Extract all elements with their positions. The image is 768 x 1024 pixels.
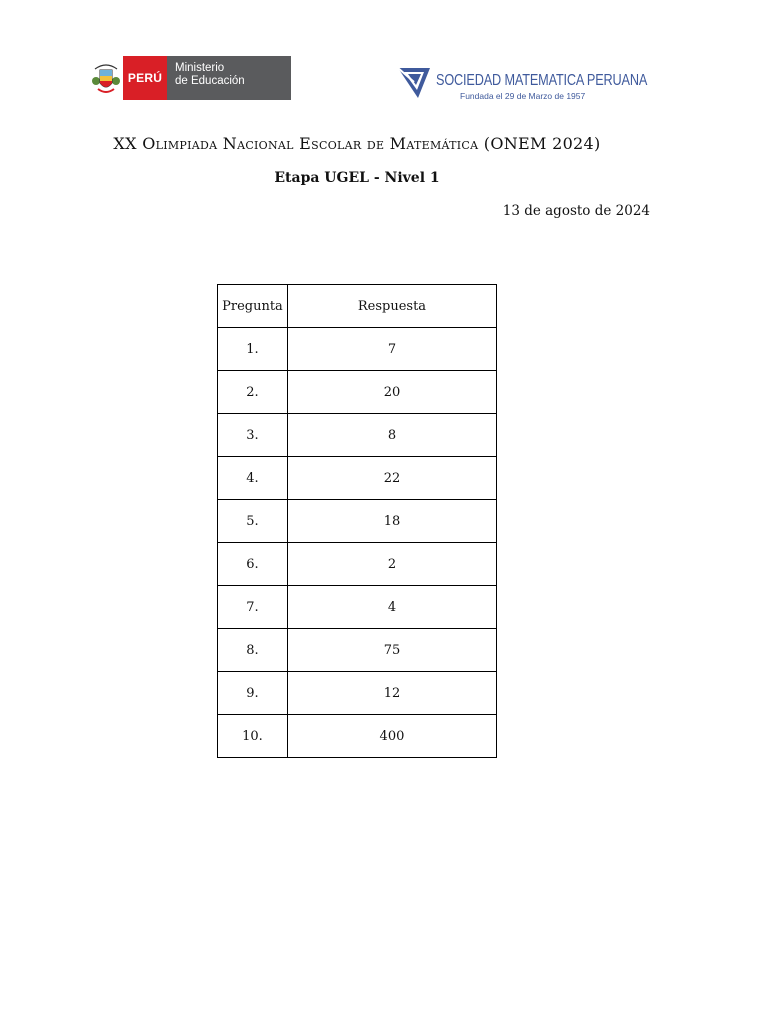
table-header-row	[218, 285, 497, 328]
table-row	[218, 414, 497, 457]
answer-value: 4	[287, 586, 496, 629]
question-number: 1.	[218, 328, 288, 371]
table-row	[218, 629, 497, 672]
table-row	[218, 500, 497, 543]
header-pregunta: Pregunta	[218, 285, 288, 328]
answer-value: 7	[287, 328, 496, 371]
answer-value: 400	[287, 715, 496, 758]
peru-coat-of-arms-icon	[88, 56, 123, 100]
table-row	[218, 457, 497, 500]
smp-logo	[396, 62, 648, 104]
table-row	[218, 672, 497, 715]
table-row	[218, 371, 497, 414]
table-row	[218, 586, 497, 629]
document-title	[0, 134, 714, 153]
ministry-name-line2: de Educación	[175, 75, 245, 87]
minedu-logo	[88, 56, 291, 100]
question-number: 5.	[218, 500, 288, 543]
answer-value: 2	[287, 543, 496, 586]
question-number: 4.	[218, 457, 288, 500]
question-number: 10.	[218, 715, 288, 758]
question-number: 8.	[218, 629, 288, 672]
answer-value: 22	[287, 457, 496, 500]
question-number: 6.	[218, 543, 288, 586]
document-subtitle: Etapa UGEL - Nivel 1	[274, 170, 440, 186]
answer-value: 20	[287, 371, 496, 414]
question-number: 2.	[218, 371, 288, 414]
answer-value: 12	[287, 672, 496, 715]
ministry-name-line1: Ministerio	[175, 62, 225, 74]
title-prefix: XX	[113, 134, 143, 153]
smp-triangle-icon	[396, 64, 432, 100]
title-main: Olimpiada Nacional Escolar de Matemática	[142, 134, 479, 153]
document-date: 13 de agosto de 2024	[502, 203, 650, 219]
peru-label: PERÚ	[123, 56, 167, 100]
answer-value: 75	[287, 629, 496, 672]
ministry-name	[167, 56, 291, 100]
table-row	[218, 715, 497, 758]
header-respuesta: Respuesta	[287, 285, 496, 328]
answer-value: 8	[287, 414, 496, 457]
smp-founded: Fundada el 29 de Marzo de 1957	[460, 91, 586, 101]
title-suffix: (ONEM 2024)	[478, 134, 601, 153]
table-row	[218, 543, 497, 586]
answer-value: 18	[287, 500, 496, 543]
answer-table	[217, 284, 497, 758]
question-number: 3.	[218, 414, 288, 457]
question-number: 7.	[218, 586, 288, 629]
table-row	[218, 328, 497, 371]
smp-name: SOCIEDAD MATEMATICA PERUANA	[436, 72, 648, 89]
question-number: 9.	[218, 672, 288, 715]
